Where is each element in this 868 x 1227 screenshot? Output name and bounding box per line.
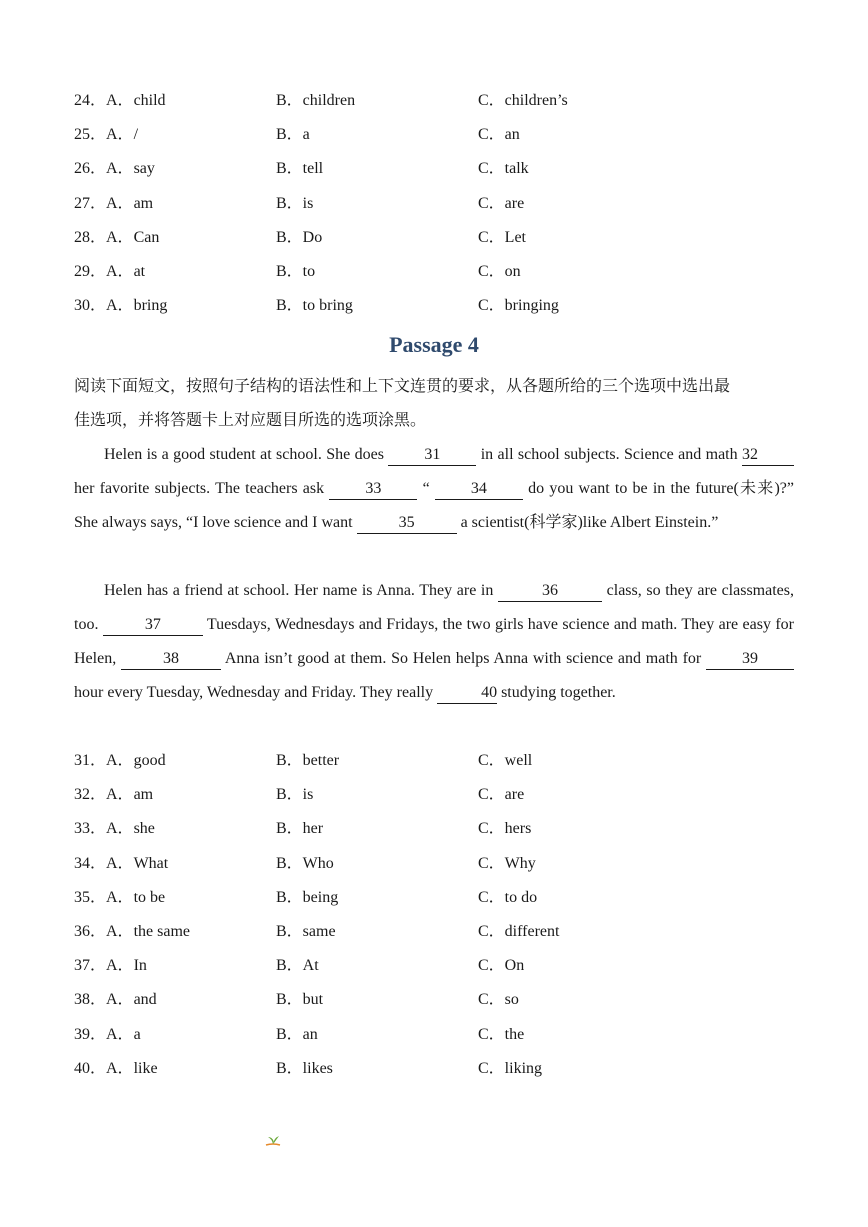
sprout-logo-icon	[264, 1134, 282, 1146]
option-c: C．Let	[478, 228, 526, 246]
passage-paragraph-1	[74, 438, 794, 540]
option-c: C．an	[478, 126, 520, 144]
option-a: 29．A．at	[74, 263, 146, 280]
option-c: C．to do	[478, 888, 538, 906]
option-c: C．children’s	[478, 92, 568, 109]
option-b: B．same	[276, 923, 336, 940]
question-option-row	[74, 1059, 794, 1093]
passage-text: do you want to be in the future(未来)?” She always says, “I love science and I want	[74, 480, 794, 531]
option-b: B．but	[276, 991, 324, 1009]
question-option-row	[74, 125, 794, 159]
answer-blank-40: 40	[437, 683, 497, 704]
passage-paragraph-2	[74, 574, 794, 710]
answer-blank-34: 34	[435, 479, 523, 500]
answer-blank-32: 32	[742, 445, 794, 466]
option-b: B．At	[276, 957, 319, 975]
option-a: 39．A．a	[74, 1025, 141, 1043]
option-a: 25．A．/	[74, 126, 139, 144]
option-b: B．her	[276, 820, 324, 838]
option-b: B．to	[276, 263, 316, 280]
instruction-line: 佳选项，并将答题卡上对应题目所选的选项涂黑。	[74, 412, 427, 429]
option-b: B．is	[276, 194, 314, 212]
option-a: 31．A．good	[74, 752, 166, 769]
question-option-row	[74, 956, 794, 990]
question-option-row	[74, 91, 794, 125]
option-b: B．likes	[276, 1059, 333, 1077]
question-option-row	[74, 854, 794, 888]
option-a: 27．A．am	[74, 194, 154, 212]
passage-text: studying together.	[497, 684, 616, 701]
option-a: 30．A．bring	[74, 297, 168, 315]
passage-text: Helen is a good student at school. She does	[104, 446, 389, 463]
option-b: B．Who	[276, 854, 334, 872]
option-c: C．are	[478, 786, 525, 804]
answer-blank-36: 36	[498, 581, 602, 602]
passage-text: Helen has a friend at school. Her name is Anna. They are in	[104, 582, 499, 599]
option-c: C．well	[478, 752, 533, 769]
passage-text: class, so they are classmates, too.	[74, 582, 795, 633]
instructions	[74, 370, 794, 438]
answer-blank-37: 37	[103, 615, 203, 636]
question-option-row	[74, 1025, 794, 1059]
option-c: C．Why	[478, 854, 536, 872]
answer-blank-31: 31	[388, 445, 476, 466]
question-option-row	[74, 819, 794, 853]
option-b: B．to bring	[276, 297, 353, 315]
option-c: C．are	[478, 194, 525, 212]
passage-text: Tuesdays, Wednesdays and Fridays, the two girls have science and math. They are easy for Helen,	[74, 616, 794, 667]
question-option-row	[74, 194, 794, 228]
option-a: 38．A．and	[74, 991, 157, 1009]
passage-text: in all school subjects. Science and math	[476, 446, 742, 463]
passage-text: hour every Tuesday, Wednesday and Friday. They really	[74, 684, 438, 701]
option-c: C．talk	[478, 160, 529, 178]
question-option-row	[74, 922, 794, 956]
option-a: 32．A．am	[74, 786, 154, 804]
option-a: 33．A．she	[74, 820, 155, 838]
option-b: B．better	[276, 752, 340, 769]
question-option-row	[74, 296, 794, 330]
question-option-row	[74, 159, 794, 193]
option-c: C．bringing	[478, 297, 559, 315]
option-a: 34．A．What	[74, 854, 169, 872]
option-a: 37．A．In	[74, 957, 147, 975]
passage-text: her favorite subjects. The teachers ask	[74, 480, 330, 497]
passage-text: a scientist(科学家)like Albert Einstein.”	[456, 514, 719, 531]
option-a: 28．A．Can	[74, 228, 160, 246]
answer-blank-35: 35	[357, 513, 457, 534]
option-c: C．hers	[478, 820, 532, 838]
option-c: C．different	[478, 923, 560, 940]
answer-blank-38: 38	[121, 649, 221, 670]
instruction-line: 阅读下面短文，按照句子结构的语法性和上下文连贯的要求，从各题所给的三个选项中选出最	[74, 378, 731, 395]
option-b: B．an	[276, 1025, 318, 1043]
option-b: B．children	[276, 92, 356, 109]
option-b: B．tell	[276, 160, 324, 178]
option-b: B．being	[276, 888, 339, 906]
option-c: C．so	[478, 991, 519, 1009]
option-c: C．liking	[478, 1059, 543, 1077]
option-c: C．the	[478, 1025, 525, 1043]
question-option-row	[74, 262, 794, 296]
option-a: 26．A．say	[74, 160, 155, 178]
passage-title: Passage 4	[389, 332, 479, 357]
option-b: B．is	[276, 786, 314, 804]
option-a: 35．A．to be	[74, 888, 166, 906]
question-option-row	[74, 785, 794, 819]
option-a: 36．A．the same	[74, 923, 190, 940]
question-option-row	[74, 751, 794, 785]
answer-blank-33: 33	[329, 479, 417, 500]
answer-blank-39: 39	[706, 649, 794, 670]
passage-text: Anna isn’t good at them. So Helen helps Anna with science and math for	[220, 650, 707, 667]
option-c: C．on	[478, 263, 521, 280]
option-b: B．Do	[276, 228, 323, 246]
question-option-row	[74, 990, 794, 1024]
option-c: C．On	[478, 957, 525, 975]
option-b: B．a	[276, 126, 310, 144]
option-a: 40．A．like	[74, 1059, 158, 1077]
option-a: 24．A．child	[74, 92, 166, 109]
question-option-row	[74, 228, 794, 262]
passage-text: “	[417, 480, 435, 497]
question-option-row	[74, 888, 794, 922]
